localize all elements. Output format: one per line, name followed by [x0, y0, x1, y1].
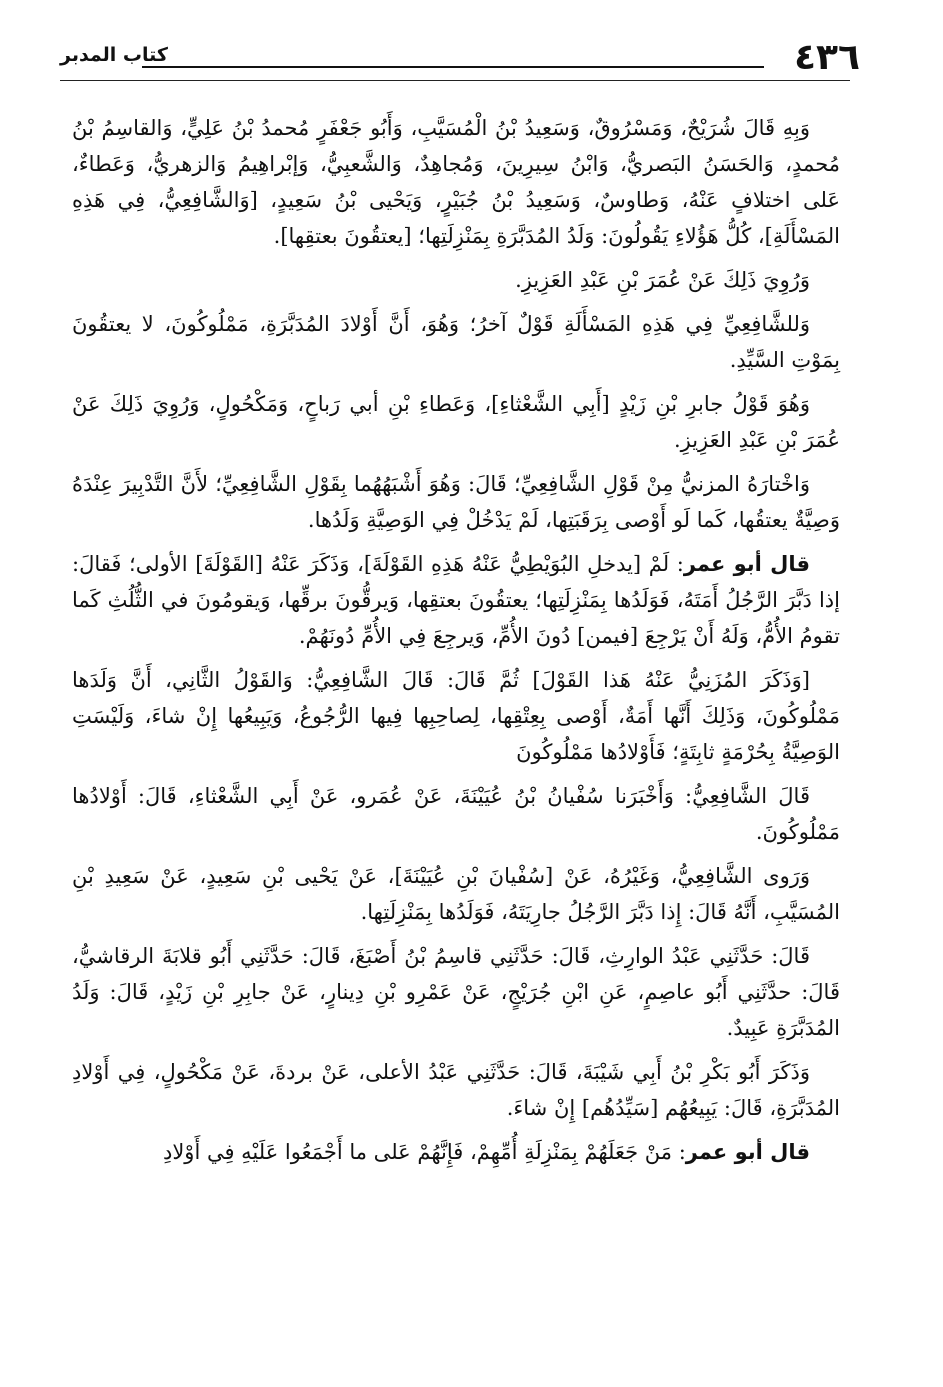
- paragraph-text: : لَمْ [يدخلِ البُوَيْطِيُّ عَنْهُ هَذِهِ القَوْلَةَ]، وَذَكَرَ عَنْهُ [القَوْلَةَ] الأولى؛ فَقالَ: إذا دَبَّرَ الرَّجُلُ أَمَتَهُ، فَوَلَدُها بِمَنْزِلَتِها؛ يعتقُونَ بعتقِها، وَيرقُّونَ برقِّها، وَيقومُونَ في الثُّلُثِ كَما تقومُ الأُمُّ، وَلَهُ أَنْ يَرْجِعَ [فيمن] دُونَ الأُمِّ، وَيرجِعَ فِي الأُمِّ دُونَهُمْ.: [72, 552, 840, 648]
- paragraph: [72, 466, 840, 538]
- running-title: كتاب المدبر: [60, 44, 168, 66]
- paragraph-text: قَالَ الشَّافِعِيُّ: وَأَخْبَرَنا سُفْيانُ بْنُ عُيَيْنَةَ، عَنْ عُمَرو، عَنْ أَبِي الشَّعْثاءِ، قَالَ: أَوْلادُها مَمْلُوكُونَ.: [72, 784, 840, 844]
- paragraph: [72, 386, 840, 458]
- paragraph: [72, 1054, 840, 1126]
- page-body: [72, 110, 840, 1178]
- paragraph: [72, 778, 840, 850]
- paragraph: [72, 858, 840, 930]
- paragraph-lead: قال أبو عمر: [685, 1140, 810, 1164]
- paragraph: [72, 662, 840, 770]
- page-header: [60, 38, 860, 78]
- page-number: ٤٣٦: [794, 37, 860, 78]
- paragraph-lead: قال أبو عمر: [683, 552, 811, 576]
- paragraph-text: وَرُوِيَ ذَلِكَ عَنْ عُمَرَ بْنِ عَبْدِ العَزِيزِ.: [515, 268, 810, 292]
- paragraph-text: وَاخْتارَهُ المزنيُّ مِنْ قَوْلِ الشَّافِعِيِّ؛ قَالَ: وَهُوَ أَشْبَهُهُما بِقَوْلِ الشَّافِعِيِّ؛ لأَنَّ التَّدْبِيرَ عِنْدَهُ وَصِيَّةٌ يعتقُها، كَما لَو أَوْصى بِرَقَبَتِها، لَمْ يَدْخُلْ فِي الوَصِيَّةِ وَلَدُها.: [72, 472, 840, 532]
- paragraph-text: وَذَكَرَ أَبُو بَكْرِ بْنُ أَبِي شَيْبَةَ، قَالَ: حَدَّثَنِي عَبْدُ الأعلى، عَنْ بردةَ، عَنْ مَكْحُولٍ، فِي أَوْلادِ المُدَبَّرَةِ، قَالَ: يَبِيعُهُم [سَيِّدُهُم] إِنْ شاءَ.: [72, 1060, 840, 1120]
- paragraph-text: وَللشَّافِعِيِّ فِي هَذِهِ المَسْأَلَةِ قَوْلٌ آخرُ؛ وَهُوَ، أَنَّ أَوْلادَ المُدَبَّرَةِ، مَمْلُوكُونَ، لا يعتقُونَ بِمَوْتِ السَّيِّدِ.: [72, 312, 840, 372]
- paragraph-text: قَالَ: حَدَّثَنِي عَبْدُ الوارِثِ، قَالَ: حَدَّثَنِي قاسِمُ بْنُ أَصْبَغَ، قَالَ: حَدَّثَنِي أَبُو قلابَةَ الرقاشيُّ، قَالَ: حدَّثَنِي أَبُو عاصِمٍ، عَنِ ابْنِ جُرَيْجٍ، عَنْ عَمْرِو بْنِ دِينارٍ، عَنْ جابِرِ بْنِ زَيْدٍ، قَالَ: وَلَدُ المُدَبَّرَةِ عَبِيدٌ.: [72, 944, 840, 1040]
- paragraph: [72, 306, 840, 378]
- paragraph: [72, 938, 840, 1046]
- paragraph: [72, 546, 840, 654]
- paragraph: [72, 262, 840, 298]
- paragraph-text: وَرَوى الشَّافِعِيُّ، وَغَيْرُهُ، عَنْ [سُفْيانَ بْنِ عُيَيْنَةَ]، عَنْ يَحْيى بْنِ سَعِيدٍ، عَنْ سَعِيدِ بْنِ المُسَيَّبِ، أَنَّهُ قَالَ: إِذا دَبَّرَ الرَّجُلُ جارِيَتَهُ، فَوَلَدُها بِمَنْزِلَتِها.: [72, 864, 840, 924]
- paragraph-text: وَبِهِ قَالَ شُرَيْحٌ، وَمَسْرُوقٌ، وَسَعِيدُ بْنُ الْمُسَيَّبِ، وَأَبُو جَعْفَرٍ مُحمدُ بْنُ عَلِيٍّ، وَالقاسِمُ بْنُ مُحمدٍ، وَالحَسَنُ البَصريُّ، وَابْنُ سِيرِينَ، وَمُجاهِدٌ، وَالشَّعبِيُّ، وَإبْراهِيمُ وَالزهريُّ، وَعَطاءٌ، عَلى اختلافٍ عَنْهُ، وَطاوسٌ، وَسَعِيدُ بْنُ جُبَيْرٍ، وَيَحْيى بْنُ سَعِيدٍ، [وَالشَّافِعِيُّ، فِي هَذِهِ المَسْأَلَةِ]، كُلُّ هَؤُلاءِ يَقُولُونَ: وَلَدُ المُدَبَّرَةِ بِمَنْزِلَتِها؛ [يعتقُونَ بعتقِها].: [72, 116, 840, 248]
- header-divider: [60, 80, 850, 81]
- paragraph: [72, 1134, 840, 1170]
- paragraph-text: : مَنْ جَعَلَهُمْ بِمَنْزِلَةِ أُمِّهِمْ، فَإِنَّهُمْ عَلى ما أَجْمَعُوا عَلَيْهِ فِي أَوْلادِ: [162, 1140, 686, 1164]
- paragraph: [72, 110, 840, 254]
- paragraph-text: [وَذَكَرَ المُزَنِيُّ عَنْهُ هَذا القَوْلَ] ثُمَّ قَالَ: قَالَ الشَّافِعِيُّ: وَالقَوْلُ الثَّانِي، أَنَّ وَلَدَها مَمْلُوكُونَ، وَذَلِكَ أَنَّها أَمَةٌ، أَوْصى بِعِتْقِها، لِصاحِبِها فِيها الرُّجُوعُ، وَيَبِيعُها إِنْ شاءَ، وَلَيْسَتِ الوَصِيَّةُ بِحُرْمَةٍ ثابِتَةٍ؛ فَأَوْلادُها مَمْلُوكُونَ: [72, 668, 840, 764]
- paragraph-text: وَهُوَ قَوْلُ جابرِ بْنِ زَيْدٍ [أَبِي الشَّعْثاءِ]، وَعَطاءِ بْنِ أبي رَباحٍ، وَمَكْحُولٍ، وَرُوِيَ ذَلِكَ عَنْ عُمَرَ بْنِ عَبْدِ العَزِيزِ.: [72, 392, 840, 452]
- header-rule: [142, 66, 764, 68]
